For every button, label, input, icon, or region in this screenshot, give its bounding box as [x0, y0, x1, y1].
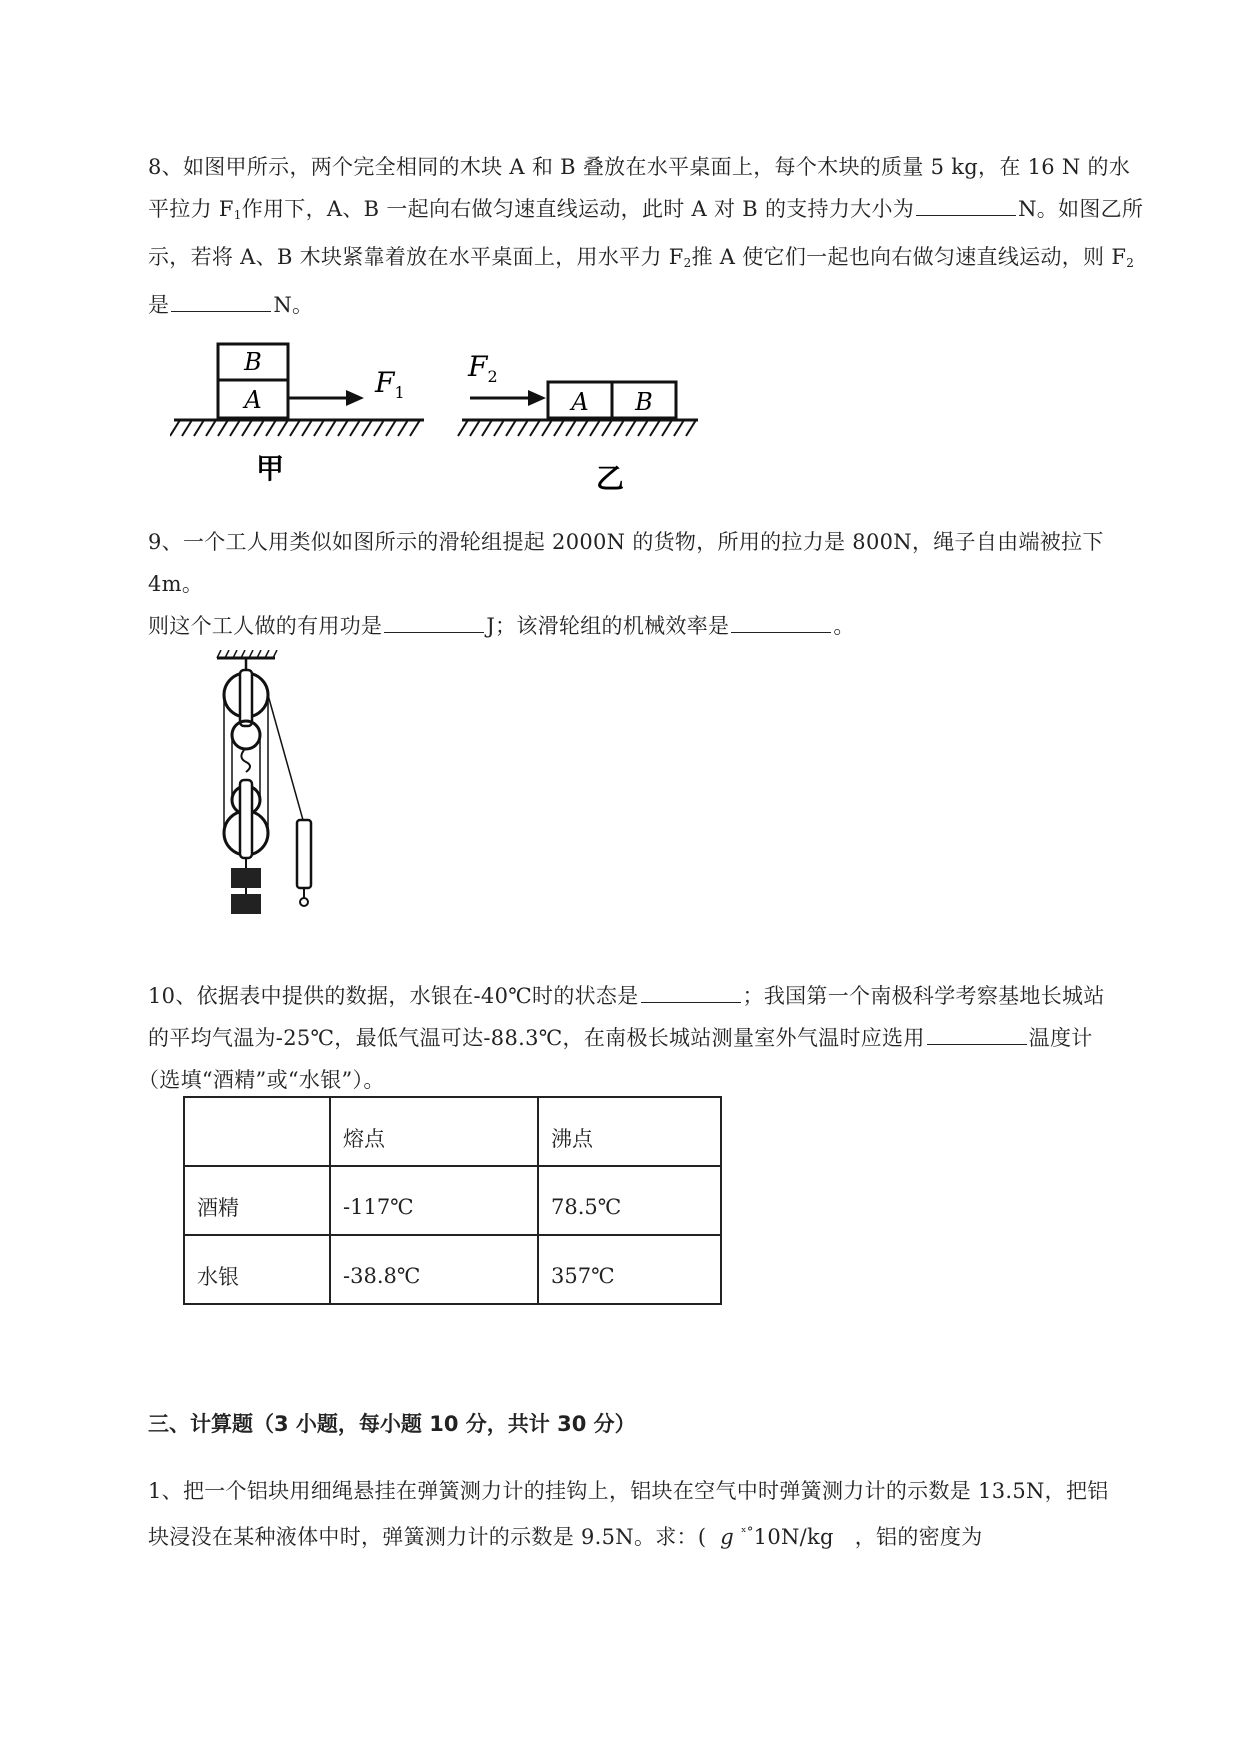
- pulley-wheel: [224, 780, 268, 858]
- q8-line-2: 平拉力 $F_1$作用下，A、B 一起向右做匀速直线运动，此时 A 对 B 的支持力大小为 N。如图乙所: [148, 197, 1144, 222]
- table-header-row: [184, 1097, 721, 1166]
- pulley-wheel: [224, 670, 268, 726]
- c1-line-2: 块浸没在某种液体中时，弹簧测力计的示数是 9.5N。求：( g $^{ˣ^\circ}$10N/kg ，铝的密度为: [148, 1525, 983, 1549]
- answer-blank[interactable]: [641, 982, 741, 1003]
- block-b-label: B: [244, 348, 262, 376]
- q10-line-2: 的平均气温为-25℃，最低气温可达-88.3℃，在南极长城站测量室外气温时应选用 温度计: [148, 1026, 1093, 1050]
- table-cell: 357℃: [538, 1235, 721, 1304]
- section-heading: 三、计算题（3 小题，每小题 10 分，共计 30 分）: [148, 1412, 636, 1436]
- table-row: [184, 1235, 721, 1304]
- answer-blank[interactable]: [731, 612, 831, 633]
- force-1-label: $F_1$: [375, 366, 405, 402]
- question-9: [148, 521, 1148, 647]
- hatching-1: [170, 420, 420, 436]
- q9-line-2: 则这个工人做的有用功是 J；该滑轮组的机械效率是 。: [148, 614, 855, 638]
- table-cell: 熔点: [330, 1097, 538, 1166]
- block-a-label: A: [244, 386, 262, 414]
- question-8: [148, 146, 1148, 326]
- arrowhead-icon: [528, 390, 546, 406]
- q8-line-1: 8、如图甲所示，两个完全相同的木块 A 和 B 叠放在水平桌面上，每个木块的质量 5 kg，在 16 N 的水: [148, 155, 1131, 179]
- c1-line-1: 1、把一个铝块用细绳悬挂在弹簧测力计的挂钩上，铝块在空气中时弹簧测力计的示数是 13.5N，把铝: [148, 1479, 1109, 1503]
- table-row: [184, 1166, 721, 1235]
- answer-blank[interactable]: [927, 1024, 1027, 1045]
- table-cell: -117℃: [330, 1166, 538, 1235]
- block-a2-label: A: [571, 388, 589, 416]
- caption-jia: 甲: [255, 452, 285, 485]
- q8-line-3: 示，若将 A、B 木块紧靠着放在水平桌面上，用水平力 $F_2$推 A 使它们一起也向右做匀速直线运动，则 $F_2$: [148, 245, 1135, 270]
- caption-yi: 乙: [595, 462, 625, 495]
- figure-jia: [170, 344, 424, 485]
- table-cell: 78.5℃: [538, 1166, 721, 1235]
- answer-blank[interactable]: [916, 195, 1016, 216]
- force-2-label: $F_2$: [468, 350, 498, 386]
- table-cell: 水银: [184, 1235, 330, 1304]
- table-cell: [184, 1097, 330, 1166]
- data-table: [183, 1096, 722, 1305]
- question-10: [138, 975, 1148, 1101]
- q8-line-4: 是 N。: [148, 293, 314, 317]
- block-b2-label: B: [635, 388, 653, 416]
- table-cell: -38.8℃: [330, 1235, 538, 1304]
- answer-blank[interactable]: [171, 291, 271, 312]
- pulley-figure: [215, 650, 335, 920]
- q10-line-3: （选填“酒精”或“水银”）。: [138, 1068, 385, 1092]
- weight-icon: [231, 868, 261, 914]
- calc-question-1: [148, 1470, 1148, 1558]
- table-cell: 酒精: [184, 1166, 330, 1235]
- hatching-2: [458, 420, 696, 436]
- q9-line-1: 9、一个工人用类似如图所示的滑轮组提起 2000N 的货物，所用的拉力是 800N，绳子自由端被拉下 4m。: [148, 530, 1104, 596]
- figure-yi: [458, 350, 698, 495]
- spring-scale-icon: [297, 820, 311, 906]
- answer-blank[interactable]: [384, 612, 484, 633]
- q10-line-1: 10、依据表中提供的数据，水银在-40℃时的状态是 ；我国第一个南极科学考察基地长城站: [148, 984, 1105, 1008]
- table-cell: 沸点: [538, 1097, 721, 1166]
- arrowhead-icon: [346, 390, 364, 406]
- blocks-figure: [170, 340, 715, 500]
